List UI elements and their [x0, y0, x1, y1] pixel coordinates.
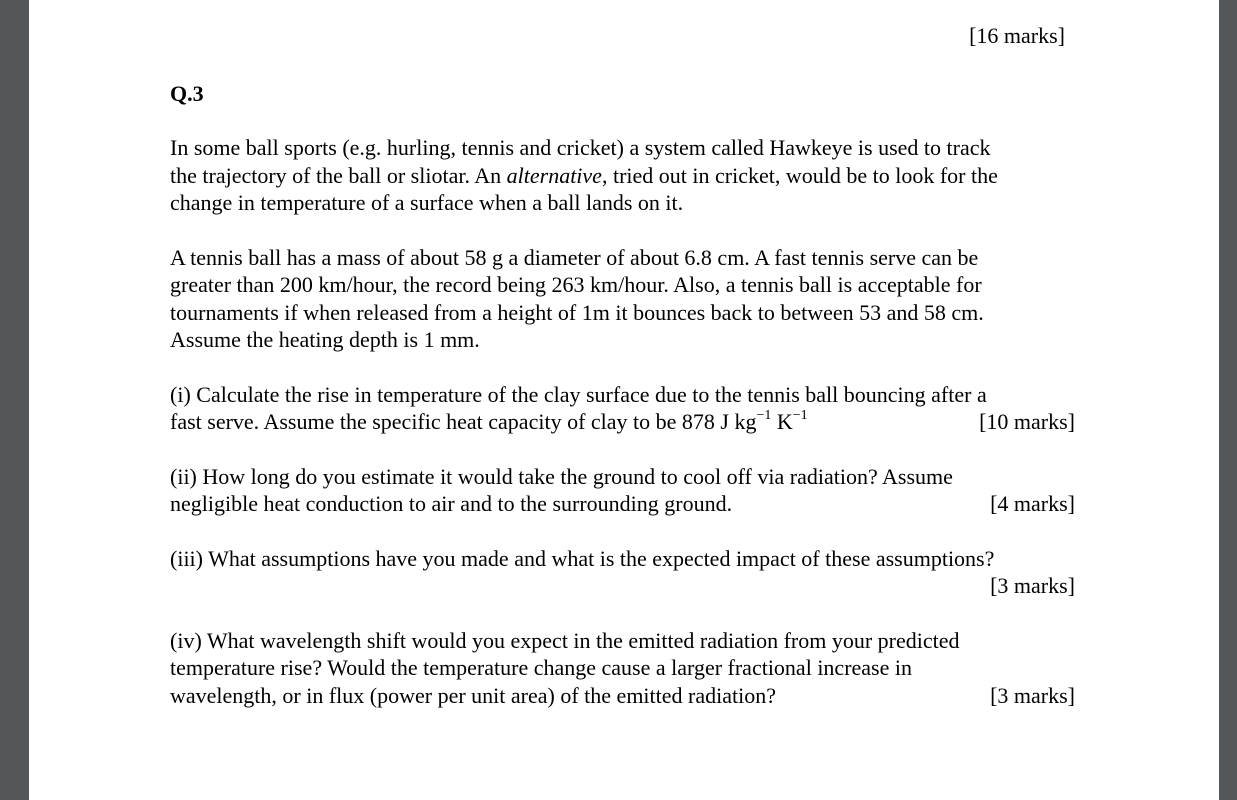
intro-line: change in temperature of a surface when a ball lands on it.	[170, 190, 684, 215]
previous-question-marks: [16 marks]	[969, 23, 1065, 48]
part-iv-text: wavelength, or in flux (power per unit area) of the emitted radiation?	[170, 682, 776, 708]
part-i	[170, 381, 1075, 436]
unit-kelvin: K	[771, 409, 793, 434]
part-iii-line: (iii) What assumptions have you made and what is the expected impact of these assumptions?	[170, 545, 995, 571]
context-line: A tennis ball has a mass of about 58 g a diameter of about 6.8 cm. A fast tennis serve can be	[170, 244, 979, 270]
part-i-marks: [10 marks]	[979, 409, 1075, 434]
context-paragraph	[170, 244, 1075, 354]
context-line: tournaments if when released from a height of 1m it bounces back to between 53 and 58 cm.	[170, 299, 984, 325]
italic-word: alternative	[506, 162, 602, 188]
part-ii-line	[170, 490, 1075, 518]
intro-text: , tried out in cricket, would be to look for the	[601, 162, 998, 188]
part-ii-text: negligible heat conduction to air and to the surrounding ground.	[170, 491, 733, 516]
intro-line: In some ball sports (e.g. hurling, tennis and cricket) a system called Hawkeye is used to track	[170, 135, 991, 160]
part-i-text: fast serve. Assume the specific heat capacity of clay to be 878 J kg	[170, 409, 757, 434]
superscript: −1	[792, 407, 808, 423]
part-iv-marks: [3 marks]	[990, 682, 1075, 708]
part-iv-line: temperature rise? Would the temperature change cause a larger fractional increase in	[170, 655, 912, 680]
context-line: greater than 200 km/hour, the record being 263 km/hour. Also, a tennis ball is acceptable for	[170, 272, 982, 297]
page-content	[170, 22, 1075, 709]
intro-text: the trajectory of the ball or sliotar. An	[170, 162, 507, 188]
intro-line	[170, 162, 1075, 190]
part-i-line	[170, 408, 1075, 436]
intro-paragraph	[170, 134, 1075, 217]
context-line: Assume the heating depth is 1 mm.	[170, 327, 480, 352]
part-i-line: (i) Calculate the rise in temperature of the clay surface due to the tennis ball bouncing after a	[170, 381, 987, 407]
document-page	[29, 0, 1219, 800]
part-ii-line: (ii) How long do you estimate it would take the ground to cool off via radiation? Assume	[170, 463, 953, 489]
superscript: −1	[756, 407, 772, 423]
part-iv-line: (iv) What wavelength shift would you expect in the emitted radiation from your predicted	[170, 627, 960, 653]
part-iv-line	[170, 682, 1075, 710]
part-iv	[170, 627, 1075, 710]
part-iii	[170, 545, 1075, 600]
question-number: Q.3	[170, 80, 204, 106]
part-iii-marks: [3 marks]	[990, 573, 1075, 598]
part-ii	[170, 463, 1075, 518]
part-ii-marks: [4 marks]	[990, 491, 1075, 516]
